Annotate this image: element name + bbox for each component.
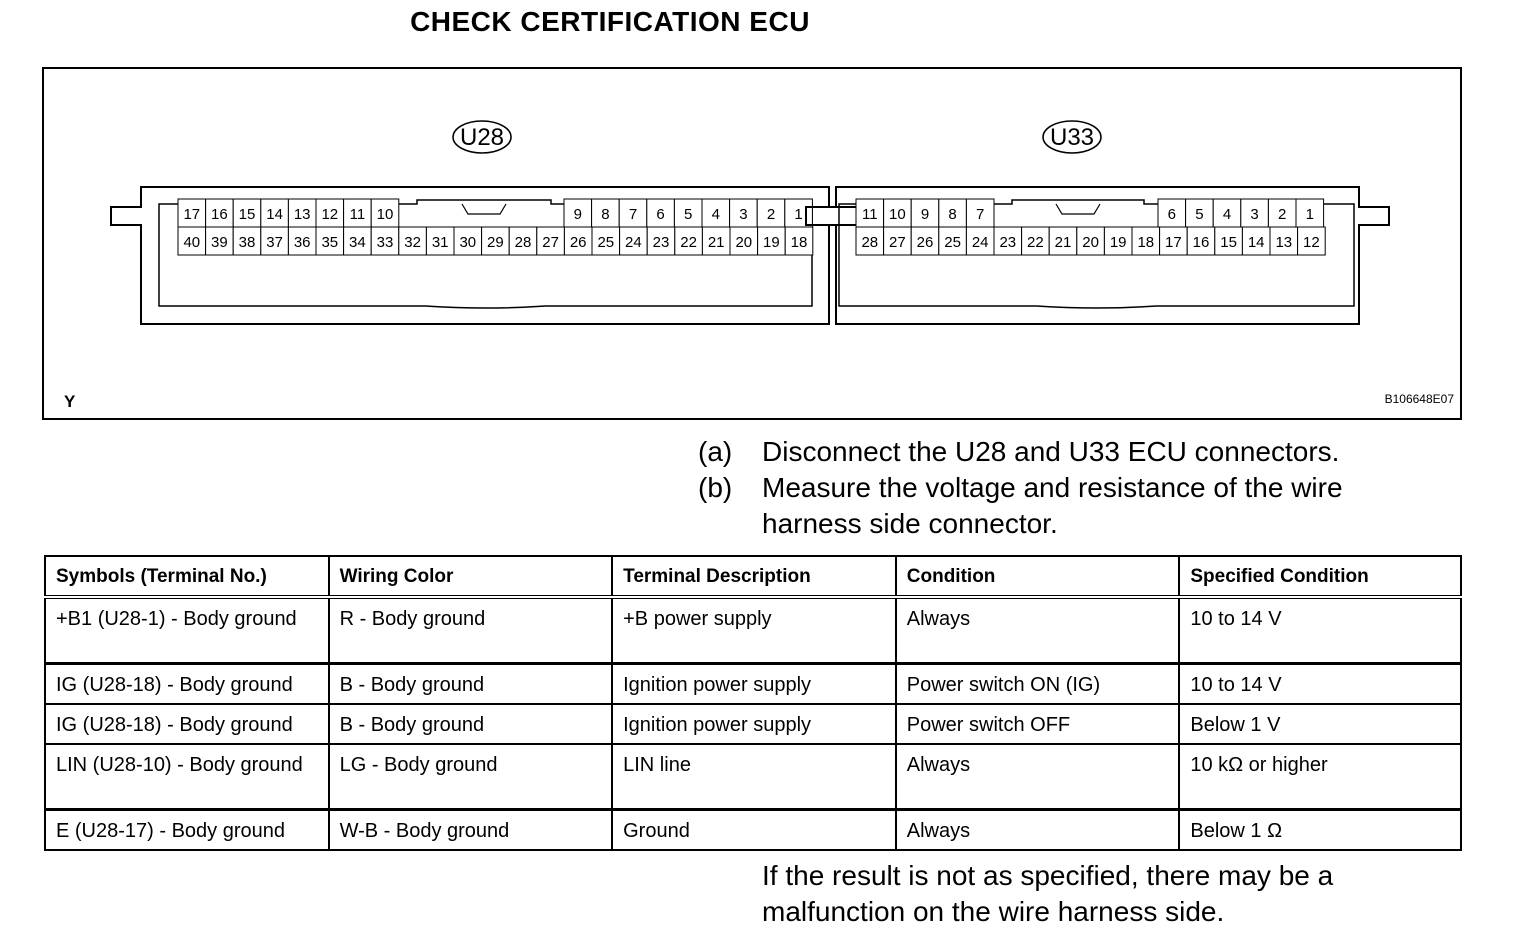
table-cell: Below 1 V [1179,704,1461,744]
pin-number: 27 [889,234,906,251]
table-cell: Ground [612,810,896,851]
table-row [45,663,1461,704]
pin-number: 19 [763,234,780,251]
table-row [45,810,1461,851]
pin-number: 15 [1220,234,1237,251]
table-cell: B - Body ground [329,704,613,744]
table-cell: Always [896,810,1180,851]
table-cell: Ignition power supply [612,704,896,744]
pin-number: 33 [376,234,394,251]
pin-number: 34 [349,234,366,251]
table-cell: IG (U28-18) - Body ground [45,663,329,704]
table-cell: Power switch ON (IG) [896,663,1180,704]
pin-number: 17 [1165,234,1182,251]
pin-number: 11 [862,206,878,223]
pin-number: 14 [266,206,283,223]
pin-number: 1 [1305,206,1314,223]
step-text: Measure the voltage and resistance of the wire harness side connector. [762,472,1343,539]
pin-number: 25 [597,234,615,251]
specification-table [44,555,1462,851]
pin-number: 18 [790,234,808,251]
pin-number: 20 [1082,234,1099,251]
pin-number: 21 [707,234,725,251]
pin-number: 24 [625,234,642,251]
step-marker: (a) [698,436,733,467]
pin-number: 21 [1054,234,1072,251]
diagram-code: B106648E07 [1384,392,1454,406]
pin-number: 10 [376,206,394,223]
pin-number: 38 [238,234,256,251]
pin-number: 19 [1109,234,1127,251]
pin-number: 7 [628,206,638,223]
step-item [698,470,1442,542]
procedure-steps [698,434,1442,542]
pin-number: 35 [321,234,339,251]
pin-number: 22 [1027,234,1044,251]
pin-number: 2 [766,206,776,223]
pin-number: 4 [711,206,720,223]
pin-number: 30 [459,234,477,251]
pin-number: 15 [238,206,256,223]
page-title [0,6,1520,38]
pin-number: 3 [739,206,748,223]
connector-key-notch [462,204,506,214]
pin-number: 26 [569,234,587,251]
table-row [45,704,1461,744]
pin-number: 1 [794,206,803,223]
pin-number: 28 [861,234,879,251]
step-marker: (b) [698,472,733,503]
table-row [45,744,1461,810]
pin-number: 9 [920,206,930,223]
table-cell: Power switch OFF [896,704,1180,744]
pin-number: 11 [349,206,366,223]
step-item [698,434,1442,470]
connector-key-notch [1056,204,1100,214]
pin-number: 24 [971,234,989,251]
connector-label: U33 [1049,124,1095,151]
pin-number: 3 [1250,206,1259,223]
pin-number: 2 [1278,206,1287,223]
pin-number: 20 [735,234,753,251]
table-row [45,597,1461,663]
column-header: Symbols (Terminal No.) [45,556,329,597]
table-cell: IG (U28-18) - Body ground [45,704,329,744]
table-cell: 10 kΩ or higher [1179,744,1461,810]
pin-number: 8 [601,206,610,223]
pin-number: 16 [211,206,228,223]
result-note: If the result is not as specified, there may be a malfunction on the wire harness side. [762,860,1334,927]
pin-number: 14 [1247,234,1265,251]
table-cell: LIN (U28-10) - Body ground [45,744,329,810]
pin-number: 6 [1167,206,1176,223]
connector-diagram [42,67,1462,420]
pin-number: 39 [211,234,228,251]
pin-number: 6 [656,206,665,223]
pin-number: 13 [293,206,311,223]
pin-number: 22 [680,234,697,251]
table-header-row [45,556,1461,597]
table-cell: B - Body ground [329,663,613,704]
table-cell: Always [896,744,1180,810]
pin-number: 36 [293,234,311,251]
connector-diagram-svg [44,69,1460,418]
pin-number: 23 [999,234,1017,251]
table-cell: 10 to 14 V [1179,597,1461,663]
table-cell: W-B - Body ground [329,810,613,851]
pin-number: 8 [948,206,957,223]
pin-number: 5 [1195,206,1204,223]
table-cell: +B power supply [612,597,896,663]
pin-number: 28 [514,234,532,251]
table-cell: 10 to 14 V [1179,663,1461,704]
pin-number: 18 [1137,234,1155,251]
pin-number: 27 [542,234,559,251]
column-header: Terminal Description [612,556,896,597]
pin-number: 10 [889,206,906,223]
pin-number: 9 [573,206,582,223]
table-cell: Always [896,597,1180,663]
pin-number: 29 [487,234,504,251]
table-cell: LG - Body ground [329,744,613,810]
table-cell: R - Body ground [329,597,613,663]
diagram-corner-label: Y [64,392,76,411]
step-text: Disconnect the U28 and U33 ECU connectors. [762,436,1340,467]
pin-number: 25 [944,234,961,251]
pin-number: 16 [1192,234,1210,251]
pin-number: 26 [916,234,934,251]
table-cell: LIN line [612,744,896,810]
pin-number: 37 [266,234,283,251]
table-cell: +B1 (U28-1) - Body ground [45,597,329,663]
pin-number: 32 [404,234,421,251]
table-cell: E (U28-17) - Body ground [45,810,329,851]
connector-label: U28 [459,124,505,151]
table-cell: Below 1 Ω [1179,810,1461,851]
pin-number: 31 [431,234,449,251]
column-header: Condition [896,556,1180,597]
pin-number: 23 [652,234,670,251]
pin-number: 17 [183,206,201,223]
pin-number: 7 [976,206,985,223]
column-header: Wiring Color [329,556,613,597]
column-header: Specified Condition [1179,556,1461,597]
pin-number: 12 [1303,234,1320,251]
page-title-text: CHECK CERTIFICATION ECU [410,6,810,37]
pin-number: 12 [321,206,339,223]
pin-number: 5 [684,206,693,223]
pin-number: 13 [1275,234,1293,251]
table-cell: Ignition power supply [612,663,896,704]
pin-number: 4 [1222,206,1232,223]
pin-number: 40 [183,234,201,251]
